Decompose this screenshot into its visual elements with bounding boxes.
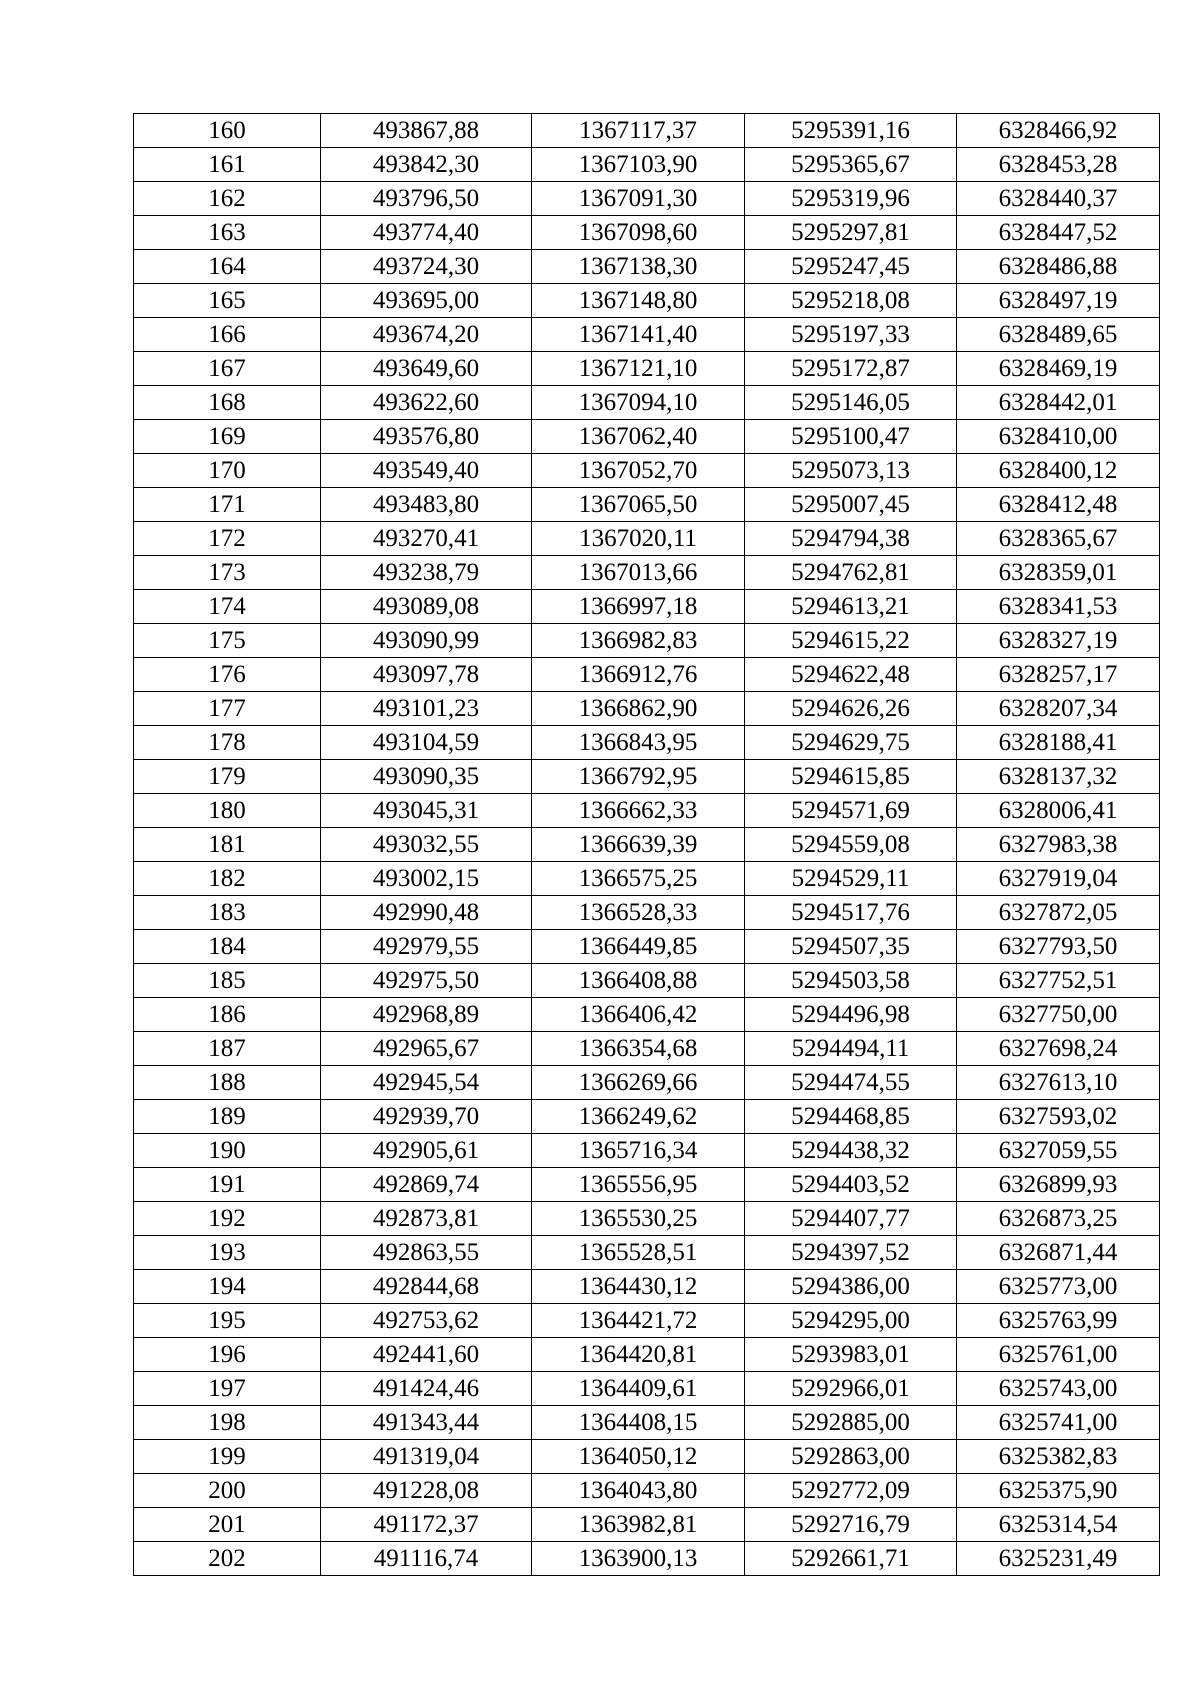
coord-d-cell: 6328447,52 [957,216,1160,250]
coord-b-cell: 1367094,10 [532,386,745,420]
point-number-cell: 195 [134,1304,321,1338]
coord-c-cell: 5295197,33 [745,318,957,352]
coord-a-cell: 492975,50 [321,964,532,998]
coord-a-cell: 493867,88 [321,114,532,148]
point-number-cell: 184 [134,930,321,964]
coord-c-cell: 5295218,08 [745,284,957,318]
coord-d-cell: 6327750,00 [957,998,1160,1032]
point-number-cell: 166 [134,318,321,352]
coord-c-cell: 5294407,77 [745,1202,957,1236]
coord-a-cell: 492905,61 [321,1134,532,1168]
coord-a-cell: 493576,80 [321,420,532,454]
table-row [134,1304,1160,1338]
coord-c-cell: 5294295,00 [745,1304,957,1338]
coord-a-cell: 492753,62 [321,1304,532,1338]
table-row [134,862,1160,896]
point-number-cell: 185 [134,964,321,998]
coord-b-cell: 1366249,62 [532,1100,745,1134]
point-number-cell: 202 [134,1542,321,1576]
coord-b-cell: 1364050,12 [532,1440,745,1474]
coord-d-cell: 6327983,38 [957,828,1160,862]
point-number-cell: 194 [134,1270,321,1304]
coord-b-cell: 1366528,33 [532,896,745,930]
coord-a-cell: 492844,68 [321,1270,532,1304]
coord-a-cell: 491343,44 [321,1406,532,1440]
point-number-cell: 175 [134,624,321,658]
point-number-cell: 190 [134,1134,321,1168]
coord-d-cell: 6326899,93 [957,1168,1160,1202]
coord-d-cell: 6327593,02 [957,1100,1160,1134]
coord-d-cell: 6328489,65 [957,318,1160,352]
coord-d-cell: 6325375,90 [957,1474,1160,1508]
point-number-cell: 169 [134,420,321,454]
point-number-cell: 176 [134,658,321,692]
coord-c-cell: 5294517,76 [745,896,957,930]
coord-d-cell: 6328006,41 [957,794,1160,828]
table-row [134,284,1160,318]
coord-a-cell: 492990,48 [321,896,532,930]
coord-d-cell: 6328469,19 [957,352,1160,386]
coord-a-cell: 493622,60 [321,386,532,420]
coord-a-cell: 492968,89 [321,998,532,1032]
coord-c-cell: 5294571,69 [745,794,957,828]
coord-c-cell: 5295365,67 [745,148,957,182]
coord-d-cell: 6328453,28 [957,148,1160,182]
coord-a-cell: 493774,40 [321,216,532,250]
coord-a-cell: 493045,31 [321,794,532,828]
coord-b-cell: 1367020,11 [532,522,745,556]
table-row [134,828,1160,862]
point-number-cell: 199 [134,1440,321,1474]
coord-d-cell: 6327793,50 [957,930,1160,964]
coord-d-cell: 6325231,49 [957,1542,1160,1576]
coord-a-cell: 492869,74 [321,1168,532,1202]
point-number-cell: 186 [134,998,321,1032]
coord-d-cell: 6327752,51 [957,964,1160,998]
coord-a-cell: 491116,74 [321,1542,532,1576]
coord-c-cell: 5292863,00 [745,1440,957,1474]
table-row [134,1474,1160,1508]
table-row [134,1440,1160,1474]
coord-c-cell: 5294762,81 [745,556,957,590]
coord-a-cell: 493842,30 [321,148,532,182]
coord-c-cell: 5294438,32 [745,1134,957,1168]
coord-a-cell: 492873,81 [321,1202,532,1236]
point-number-cell: 182 [134,862,321,896]
coord-a-cell: 493238,79 [321,556,532,590]
coord-b-cell: 1367141,40 [532,318,745,352]
table-row [134,1338,1160,1372]
coord-d-cell: 6325382,83 [957,1440,1160,1474]
coord-b-cell: 1365530,25 [532,1202,745,1236]
coord-b-cell: 1367013,66 [532,556,745,590]
coord-d-cell: 6326873,25 [957,1202,1160,1236]
coord-d-cell: 6325743,00 [957,1372,1160,1406]
coord-b-cell: 1364408,15 [532,1406,745,1440]
coord-d-cell: 6325773,00 [957,1270,1160,1304]
table-row [134,794,1160,828]
coord-a-cell: 491424,46 [321,1372,532,1406]
coord-c-cell: 5292966,01 [745,1372,957,1406]
table-row [134,1134,1160,1168]
coord-a-cell: 492979,55 [321,930,532,964]
coord-b-cell: 1367098,60 [532,216,745,250]
coord-c-cell: 5294468,85 [745,1100,957,1134]
table-row [134,454,1160,488]
coord-b-cell: 1367121,10 [532,352,745,386]
coord-c-cell: 5295319,96 [745,182,957,216]
coord-a-cell: 492863,55 [321,1236,532,1270]
coord-d-cell: 6328188,41 [957,726,1160,760]
point-number-cell: 178 [134,726,321,760]
table-row [134,420,1160,454]
coord-a-cell: 493483,80 [321,488,532,522]
coord-c-cell: 5295172,87 [745,352,957,386]
table-row [134,930,1160,964]
coord-a-cell: 493724,30 [321,250,532,284]
coord-c-cell: 5295007,45 [745,488,957,522]
point-number-cell: 193 [134,1236,321,1270]
point-number-cell: 181 [134,828,321,862]
table-row [134,998,1160,1032]
coord-d-cell: 6325761,00 [957,1338,1160,1372]
coord-c-cell: 5293983,01 [745,1338,957,1372]
coord-b-cell: 1365556,95 [532,1168,745,1202]
point-number-cell: 167 [134,352,321,386]
coord-b-cell: 1363900,13 [532,1542,745,1576]
table-row [134,964,1160,998]
table-row [134,522,1160,556]
point-number-cell: 198 [134,1406,321,1440]
table-row [134,590,1160,624]
table-row [134,692,1160,726]
coord-d-cell: 6327613,10 [957,1066,1160,1100]
coord-b-cell: 1364421,72 [532,1304,745,1338]
coord-d-cell: 6328442,01 [957,386,1160,420]
coord-d-cell: 6327919,04 [957,862,1160,896]
table-row [134,1508,1160,1542]
coord-c-cell: 5295073,13 [745,454,957,488]
table-row [134,556,1160,590]
coord-a-cell: 493090,35 [321,760,532,794]
table-row [134,1032,1160,1066]
table-row [134,386,1160,420]
table-row [134,896,1160,930]
coord-a-cell: 493089,08 [321,590,532,624]
point-number-cell: 189 [134,1100,321,1134]
coord-d-cell: 6328359,01 [957,556,1160,590]
table-row [134,1202,1160,1236]
coord-c-cell: 5294403,52 [745,1168,957,1202]
coord-b-cell: 1366406,42 [532,998,745,1032]
point-number-cell: 179 [134,760,321,794]
point-number-cell: 174 [134,590,321,624]
table-row [134,1066,1160,1100]
coord-b-cell: 1367091,30 [532,182,745,216]
coord-a-cell: 493032,55 [321,828,532,862]
coord-d-cell: 6328365,67 [957,522,1160,556]
coord-d-cell: 6325314,54 [957,1508,1160,1542]
coord-c-cell: 5294559,08 [745,828,957,862]
table-row [134,1168,1160,1202]
coord-a-cell: 492441,60 [321,1338,532,1372]
point-number-cell: 160 [134,114,321,148]
coord-b-cell: 1365528,51 [532,1236,745,1270]
coord-c-cell: 5294615,22 [745,624,957,658]
coord-a-cell: 491319,04 [321,1440,532,1474]
coord-d-cell: 6328466,92 [957,114,1160,148]
coord-c-cell: 5295297,81 [745,216,957,250]
coord-b-cell: 1366792,95 [532,760,745,794]
table-row [134,250,1160,284]
coord-b-cell: 1367103,90 [532,148,745,182]
coord-a-cell: 493097,78 [321,658,532,692]
coord-c-cell: 5294794,38 [745,522,957,556]
coord-a-cell: 492945,54 [321,1066,532,1100]
coord-a-cell: 491172,37 [321,1508,532,1542]
coord-d-cell: 6328412,48 [957,488,1160,522]
coord-b-cell: 1366843,95 [532,726,745,760]
coord-c-cell: 5292716,79 [745,1508,957,1542]
table-row [134,624,1160,658]
coord-c-cell: 5295247,45 [745,250,957,284]
coord-b-cell: 1366408,88 [532,964,745,998]
coord-a-cell: 493796,50 [321,182,532,216]
table-row [134,1236,1160,1270]
coord-d-cell: 6328327,19 [957,624,1160,658]
coord-d-cell: 6328497,19 [957,284,1160,318]
point-number-cell: 170 [134,454,321,488]
table-row [134,1372,1160,1406]
point-number-cell: 197 [134,1372,321,1406]
point-number-cell: 192 [134,1202,321,1236]
table-row [134,1270,1160,1304]
coord-c-cell: 5294629,75 [745,726,957,760]
coord-a-cell: 493101,23 [321,692,532,726]
point-number-cell: 161 [134,148,321,182]
table-row [134,1100,1160,1134]
table-row [134,148,1160,182]
coord-d-cell: 6328440,37 [957,182,1160,216]
table-row [134,488,1160,522]
coord-b-cell: 1364043,80 [532,1474,745,1508]
point-number-cell: 165 [134,284,321,318]
coord-b-cell: 1366912,76 [532,658,745,692]
coord-a-cell: 491228,08 [321,1474,532,1508]
coord-b-cell: 1366662,33 [532,794,745,828]
coord-b-cell: 1364409,61 [532,1372,745,1406]
coord-b-cell: 1366982,83 [532,624,745,658]
coord-b-cell: 1364420,81 [532,1338,745,1372]
point-number-cell: 177 [134,692,321,726]
coord-c-cell: 5292885,00 [745,1406,957,1440]
coord-a-cell: 493104,59 [321,726,532,760]
table-row [134,1406,1160,1440]
coord-c-cell: 5294622,48 [745,658,957,692]
coord-b-cell: 1366269,66 [532,1066,745,1100]
coord-d-cell: 6328137,32 [957,760,1160,794]
coord-b-cell: 1366639,39 [532,828,745,862]
table-row [134,1542,1160,1576]
coord-c-cell: 5294507,35 [745,930,957,964]
coord-c-cell: 5295100,47 [745,420,957,454]
coord-b-cell: 1367065,50 [532,488,745,522]
coord-c-cell: 5292661,71 [745,1542,957,1576]
coord-d-cell: 6327698,24 [957,1032,1160,1066]
coord-d-cell: 6327872,05 [957,896,1160,930]
coord-c-cell: 5294397,52 [745,1236,957,1270]
point-number-cell: 172 [134,522,321,556]
coord-a-cell: 493549,40 [321,454,532,488]
coord-b-cell: 1367138,30 [532,250,745,284]
table-row [134,760,1160,794]
coord-b-cell: 1366354,68 [532,1032,745,1066]
coord-a-cell: 493674,20 [321,318,532,352]
coord-b-cell: 1366997,18 [532,590,745,624]
coord-b-cell: 1367148,80 [532,284,745,318]
coord-c-cell: 5295146,05 [745,386,957,420]
coord-b-cell: 1366449,85 [532,930,745,964]
coord-d-cell: 6328257,17 [957,658,1160,692]
coord-c-cell: 5294386,00 [745,1270,957,1304]
coord-a-cell: 493270,41 [321,522,532,556]
coord-c-cell: 5294474,55 [745,1066,957,1100]
coord-d-cell: 6328410,00 [957,420,1160,454]
point-number-cell: 162 [134,182,321,216]
coord-a-cell: 493649,60 [321,352,532,386]
table-row [134,318,1160,352]
coord-c-cell: 5295391,16 [745,114,957,148]
coord-c-cell: 5294496,98 [745,998,957,1032]
coord-b-cell: 1366575,25 [532,862,745,896]
coordinates-table [133,113,1160,1576]
point-number-cell: 187 [134,1032,321,1066]
point-number-cell: 200 [134,1474,321,1508]
point-number-cell: 163 [134,216,321,250]
coord-c-cell: 5294626,26 [745,692,957,726]
point-number-cell: 171 [134,488,321,522]
point-number-cell: 180 [134,794,321,828]
coord-a-cell: 493695,00 [321,284,532,318]
coord-b-cell: 1364430,12 [532,1270,745,1304]
point-number-cell: 188 [134,1066,321,1100]
point-number-cell: 196 [134,1338,321,1372]
coord-c-cell: 5292772,09 [745,1474,957,1508]
coord-d-cell: 6328400,12 [957,454,1160,488]
coord-a-cell: 492965,67 [321,1032,532,1066]
point-number-cell: 201 [134,1508,321,1542]
coord-d-cell: 6328486,88 [957,250,1160,284]
coord-b-cell: 1365716,34 [532,1134,745,1168]
table-row [134,182,1160,216]
coord-d-cell: 6328207,34 [957,692,1160,726]
point-number-cell: 164 [134,250,321,284]
coord-d-cell: 6327059,55 [957,1134,1160,1168]
coord-c-cell: 5294503,58 [745,964,957,998]
point-number-cell: 183 [134,896,321,930]
table-row [134,658,1160,692]
coordinates-table-body [134,114,1160,1576]
table-row [134,216,1160,250]
table-row [134,114,1160,148]
coord-b-cell: 1367117,37 [532,114,745,148]
coord-d-cell: 6326871,44 [957,1236,1160,1270]
coord-d-cell: 6325741,00 [957,1406,1160,1440]
coord-c-cell: 5294529,11 [745,862,957,896]
table-row [134,726,1160,760]
coord-b-cell: 1363982,81 [532,1508,745,1542]
coord-a-cell: 493090,99 [321,624,532,658]
coord-c-cell: 5294615,85 [745,760,957,794]
point-number-cell: 173 [134,556,321,590]
coord-d-cell: 6328341,53 [957,590,1160,624]
coord-d-cell: 6325763,99 [957,1304,1160,1338]
point-number-cell: 168 [134,386,321,420]
coord-a-cell: 493002,15 [321,862,532,896]
coord-b-cell: 1366862,90 [532,692,745,726]
coord-b-cell: 1367052,70 [532,454,745,488]
coord-c-cell: 5294613,21 [745,590,957,624]
point-number-cell: 191 [134,1168,321,1202]
table-row [134,352,1160,386]
coord-c-cell: 5294494,11 [745,1032,957,1066]
coord-a-cell: 492939,70 [321,1100,532,1134]
coord-b-cell: 1367062,40 [532,420,745,454]
